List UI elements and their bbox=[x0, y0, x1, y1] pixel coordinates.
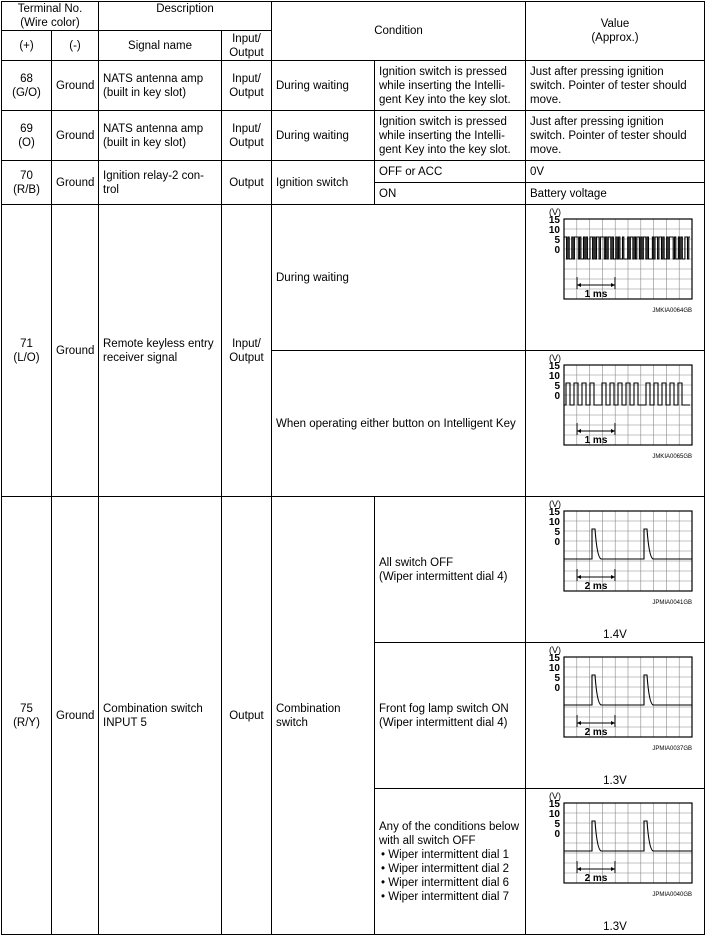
axis-tick-label: 5 bbox=[554, 381, 560, 392]
header-terminal-no: Terminal No. (Wire color) bbox=[2, 2, 99, 31]
table-row bbox=[2, 111, 705, 161]
axis-unit-label: (V) bbox=[549, 791, 561, 801]
ground-cell: Ground bbox=[52, 205, 99, 497]
ground-cell: Ground bbox=[52, 111, 99, 161]
waveform-oscilloscope bbox=[526, 205, 705, 350]
figure-code: JMKIA0064GB bbox=[652, 308, 692, 314]
signal-name-cell: Remote keyless entry receiver signal bbox=[99, 205, 222, 497]
axis-tick-label: 15 bbox=[548, 507, 560, 518]
condition-cell: Ignition switch bbox=[272, 161, 375, 205]
ground-cell: Ground bbox=[52, 61, 99, 111]
header-value: Value (Approx.) bbox=[526, 2, 705, 61]
axis-tick-label: 10 bbox=[548, 371, 560, 382]
table-row bbox=[2, 161, 705, 183]
io-cell: Output bbox=[222, 497, 272, 935]
terminal-cell: 70 (R/B) bbox=[2, 161, 52, 205]
axis-tick-label: 15 bbox=[548, 215, 560, 226]
terminal-cell: 71 (L/O) bbox=[2, 205, 52, 497]
axis-tick-label: 15 bbox=[548, 799, 560, 810]
condition-detail-cell: Front fog lamp switch ON (Wiper intermittent dial 4) bbox=[375, 643, 526, 789]
figure-code: JPMIA0041GB bbox=[652, 600, 692, 606]
waveform-cell bbox=[526, 351, 705, 497]
io-cell: Input/ Output bbox=[222, 61, 272, 111]
table-row bbox=[2, 205, 705, 351]
value-cell: Just after pressing ignition switch. Pointer of tester should move. bbox=[526, 111, 705, 161]
figure-code: JPMIA0040GB bbox=[652, 892, 692, 898]
condition-cell: Combination switch bbox=[272, 497, 375, 935]
axis-unit-label: (V) bbox=[549, 499, 561, 509]
io-cell: Output bbox=[222, 161, 272, 205]
waveform-trace bbox=[564, 383, 690, 405]
terminal-cell: 69 (O) bbox=[2, 111, 52, 161]
waveform-oscilloscope bbox=[526, 497, 705, 622]
value-cell: Just after pressing ignition switch. Pointer of tester should move. bbox=[526, 61, 705, 111]
condition-detail-cell: OFF or ACC bbox=[375, 161, 526, 183]
figure-code: JMKIA0065GB bbox=[652, 454, 692, 460]
voltage-value: 1.3V bbox=[603, 921, 627, 933]
axis-tick-label: 10 bbox=[548, 517, 560, 528]
condition-detail-cell bbox=[375, 789, 526, 935]
table-row bbox=[2, 497, 705, 643]
time-scale-label: 2 ms bbox=[584, 581, 608, 592]
header-plus: (+) bbox=[2, 31, 52, 61]
time-scale-label: 1 ms bbox=[584, 435, 608, 446]
time-scale-label: 2 ms bbox=[584, 873, 608, 884]
axis-tick-label: 5 bbox=[554, 819, 560, 830]
list-item: • Wiper intermittent dial 1 bbox=[379, 848, 521, 862]
condition-cell: During waiting bbox=[272, 111, 375, 161]
time-scale-label: 2 ms bbox=[584, 727, 608, 738]
ground-cell: Ground bbox=[52, 161, 99, 205]
header-io: Input/ Output bbox=[222, 31, 272, 61]
condition-cell: During waiting bbox=[272, 205, 526, 351]
terminal-cell: 75 (R/Y) bbox=[2, 497, 52, 935]
waveform-cell bbox=[526, 205, 705, 351]
axis-tick-label: 0 bbox=[554, 683, 560, 694]
waveform-cell bbox=[526, 643, 705, 789]
signal-name-cell: Ignition relay-2 con-trol bbox=[99, 161, 222, 205]
axis-tick-label: 5 bbox=[554, 235, 560, 246]
waveform-oscilloscope bbox=[526, 351, 705, 496]
figure-code: JPMIA0037GB bbox=[652, 746, 692, 752]
value-cell: Battery voltage bbox=[526, 183, 705, 205]
io-cell: Input/ Output bbox=[222, 111, 272, 161]
voltage-value: 1.3V bbox=[603, 775, 627, 787]
condition-cell: When operating either button on Intelligent Key bbox=[272, 351, 526, 497]
condition-cell: During waiting bbox=[272, 61, 375, 111]
header-signal-name: Signal name bbox=[99, 31, 222, 61]
axis-tick-label: 10 bbox=[548, 663, 560, 674]
axis-tick-label: 10 bbox=[548, 809, 560, 820]
value-cell: 0V bbox=[526, 161, 705, 183]
axis-tick-label: 15 bbox=[548, 653, 560, 664]
io-cell: Input/ Output bbox=[222, 205, 272, 497]
time-scale-label: 1 ms bbox=[584, 289, 608, 300]
condition-detail-cell: Ignition switch is pressed while inserting the Intelli-gent Key into the key slot. bbox=[375, 61, 526, 111]
axis-tick-label: 10 bbox=[548, 225, 560, 236]
axis-tick-label: 0 bbox=[554, 391, 560, 402]
axis-tick-label: 0 bbox=[554, 245, 560, 256]
axis-unit-label: (V) bbox=[549, 207, 561, 217]
voltage-value: 1.4V bbox=[603, 629, 627, 641]
ground-cell: Ground bbox=[52, 497, 99, 935]
header-description: Description bbox=[99, 2, 272, 31]
table-row bbox=[2, 61, 705, 111]
condition-detail-cell: Ignition switch is pressed while inserting the Intelli-gent Key into the key slot. bbox=[375, 111, 526, 161]
condition-list bbox=[379, 848, 521, 904]
signal-name-cell: Combination switch INPUT 5 bbox=[99, 497, 222, 935]
axis-unit-label: (V) bbox=[549, 353, 561, 363]
header-minus: (-) bbox=[52, 31, 99, 61]
axis-tick-label: 15 bbox=[548, 361, 560, 372]
axis-tick-label: 0 bbox=[554, 537, 560, 548]
terminal-cell: 68 (G/O) bbox=[2, 61, 52, 111]
list-item: • Wiper intermittent dial 2 bbox=[379, 862, 521, 876]
signal-name-cell: NATS antenna amp (built in key slot) bbox=[99, 111, 222, 161]
condition-detail-cell: ON bbox=[375, 183, 526, 205]
waveform-cell bbox=[526, 789, 705, 935]
axis-tick-label: 5 bbox=[554, 673, 560, 684]
axis-unit-label: (V) bbox=[549, 645, 561, 655]
header-condition: Condition bbox=[272, 2, 526, 61]
waveform-oscilloscope bbox=[526, 643, 705, 768]
waveform-oscilloscope bbox=[526, 789, 705, 914]
terminal-table bbox=[1, 1, 705, 935]
waveform-cell bbox=[526, 497, 705, 643]
signal-name-cell: NATS antenna amp (built in key slot) bbox=[99, 61, 222, 111]
condition-detail-cell: All switch OFF (Wiper intermittent dial 4) bbox=[375, 497, 526, 643]
axis-tick-label: 0 bbox=[554, 829, 560, 840]
list-item: • Wiper intermittent dial 7 bbox=[379, 890, 521, 904]
list-item: • Wiper intermittent dial 6 bbox=[379, 876, 521, 890]
axis-tick-label: 5 bbox=[554, 527, 560, 538]
condition-intro: Any of the conditions below with all switch OFF bbox=[379, 820, 520, 847]
waveform-trace bbox=[564, 237, 690, 259]
